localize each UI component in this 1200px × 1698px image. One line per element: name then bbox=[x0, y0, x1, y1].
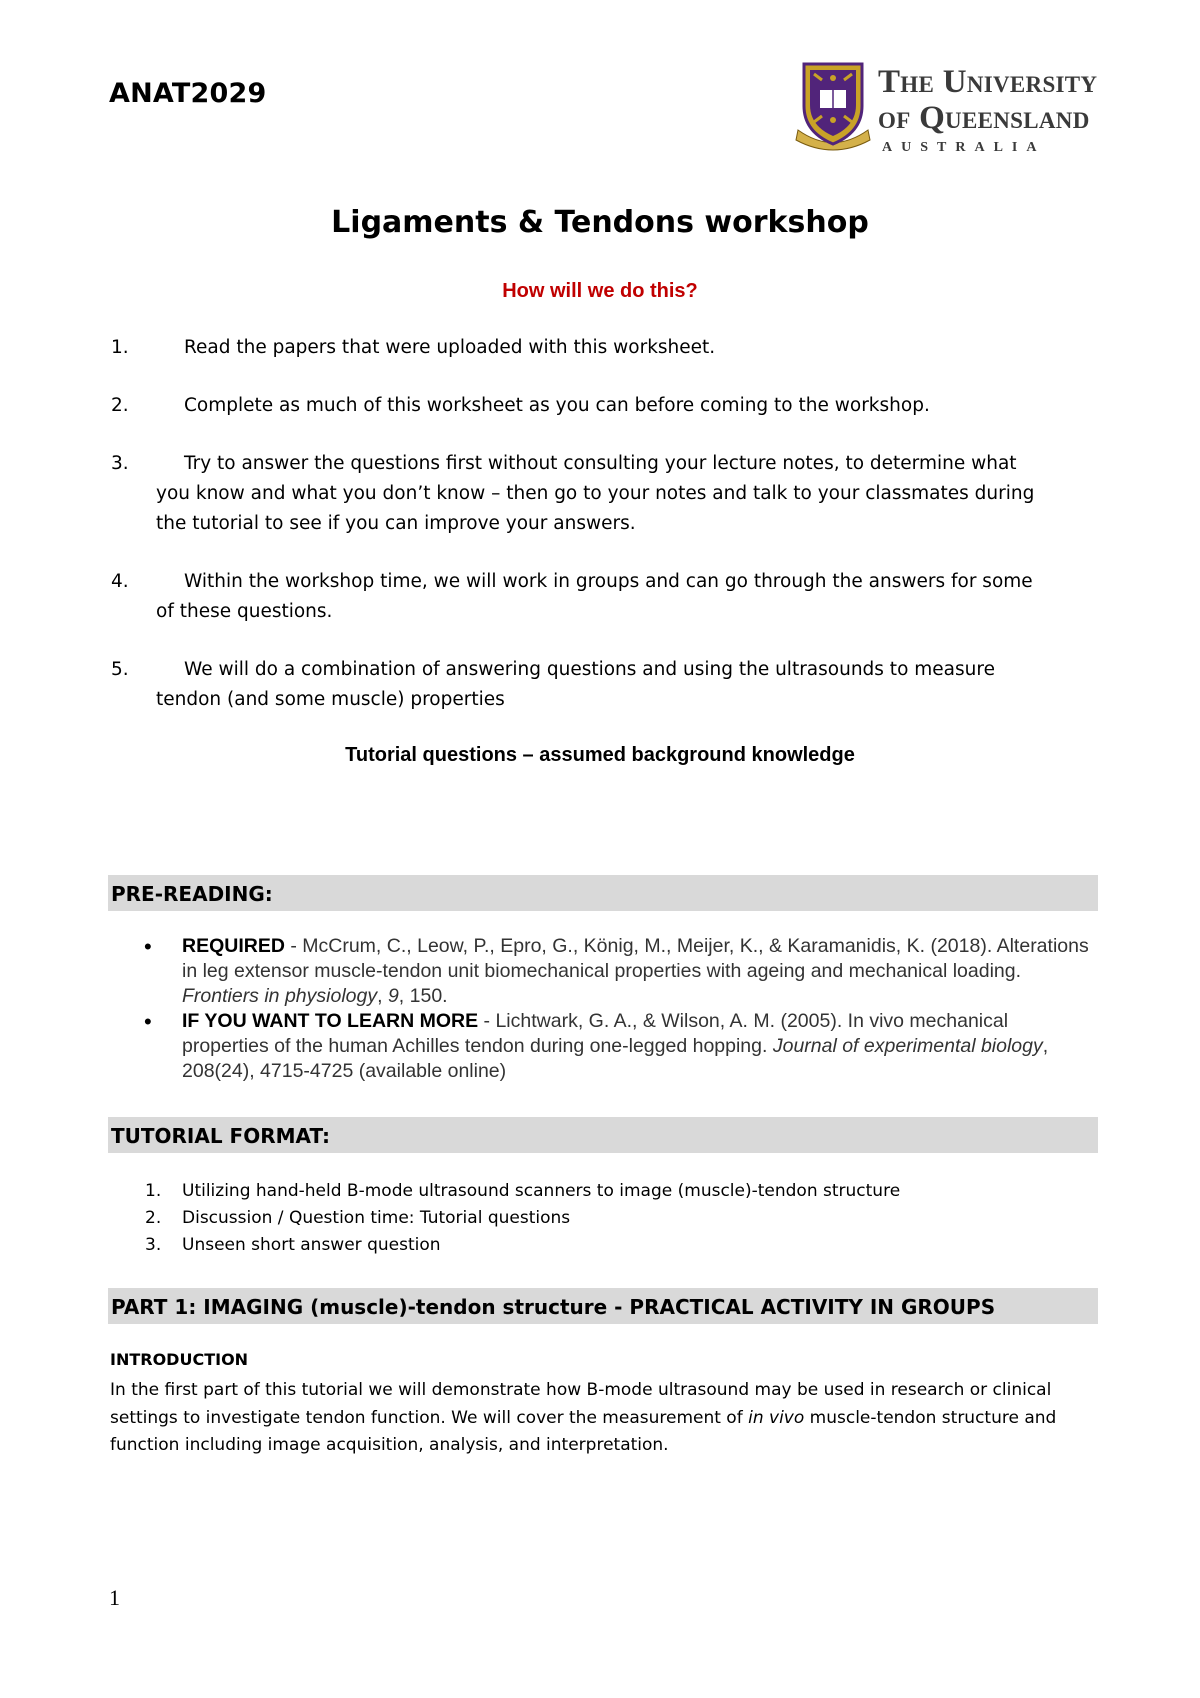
introduction-heading: INTRODUCTION bbox=[110, 1350, 249, 1369]
step-item bbox=[111, 333, 1101, 363]
tutorial-format-list bbox=[145, 1178, 900, 1259]
step-text-line: the tutorial to see if you can improve your answers. bbox=[156, 513, 636, 534]
format-text: Utilizing hand-held B-mode ultrasound scanners to image (muscle)-tendon structure bbox=[182, 1181, 901, 1201]
university-wordmark bbox=[878, 64, 1097, 156]
logo-line-2: of Queensland bbox=[878, 100, 1090, 136]
step-number: 5. bbox=[111, 659, 129, 680]
format-text: Discussion / Question time: Tutorial questions bbox=[182, 1208, 571, 1228]
reference-text: - McCrum, C., Leow, P., Epro, G., König, M., Meijer, K., & Karamanidis, K. (2018). Alterations in leg extensor muscle-tendon unit biomechanical properties with ageing and mechanical loading. bbox=[182, 935, 1089, 982]
reference-label: IF YOU WANT TO LEARN MORE bbox=[182, 1010, 479, 1032]
step-number: 4. bbox=[111, 571, 129, 592]
format-item bbox=[145, 1232, 900, 1259]
tutorial-format-heading: TUTORIAL FORMAT: bbox=[108, 1117, 1098, 1153]
step-text: We will do a combination of answering questions and using the ultrasounds to measure bbox=[184, 659, 995, 680]
bullet-icon: • bbox=[144, 1009, 152, 1034]
reference-tail: , 150. bbox=[398, 985, 448, 1007]
step-number: 3. bbox=[111, 453, 129, 474]
step-text-line: of these questions. bbox=[156, 601, 333, 622]
reference-volume: 9 bbox=[387, 985, 399, 1007]
step-text-line: you know and what you don’t know – then go to your notes and talk to your classmates during bbox=[156, 483, 1035, 504]
reference-journal: Frontiers in physiology bbox=[182, 985, 378, 1007]
step-text: Within the workshop time, we will work in groups and can go through the answers for some bbox=[184, 571, 1033, 592]
reference-tail: , 208(24), 4715-4725 (available online) bbox=[182, 1035, 1049, 1082]
format-text: Unseen short answer question bbox=[182, 1235, 441, 1255]
step-text: Read the papers that were uploaded with this worksheet. bbox=[184, 337, 716, 358]
prereading-heading: PRE-READING: bbox=[108, 875, 1098, 911]
format-number: 3. bbox=[145, 1235, 162, 1255]
reference-item bbox=[140, 1009, 1090, 1084]
steps-list bbox=[111, 333, 1101, 743]
step-text: Complete as much of this worksheet as you can before coming to the workshop. bbox=[184, 395, 930, 416]
introduction-body bbox=[110, 1377, 1070, 1460]
step-item bbox=[111, 655, 1101, 715]
step-item bbox=[111, 567, 1101, 627]
step-number: 1. bbox=[111, 337, 129, 358]
intro-text-end: muscle-tendon structure and function including image acquisition, analysis, and interpretation. bbox=[110, 1407, 1057, 1455]
intro-text: In the first part of this tutorial we will demonstrate how B-mode ultrasound may be used in research or clinical settings to investigate tendon function. We will cover the measurement of bbox=[110, 1380, 1052, 1428]
reference-journal: Journal of experimental biology bbox=[772, 1035, 1043, 1057]
page-number: 1 bbox=[109, 1585, 120, 1610]
part1-heading: PART 1: IMAGING (muscle)-tendon structure - PRACTICAL ACTIVITY IN GROUPS bbox=[108, 1288, 1098, 1324]
document-subtitle: How will we do this? bbox=[502, 280, 698, 302]
prereading-list bbox=[140, 934, 1090, 1084]
university-crest-icon bbox=[790, 60, 876, 152]
bullet-icon: • bbox=[144, 934, 152, 959]
step-number: 2. bbox=[111, 395, 129, 416]
intro-italic: in vivo bbox=[748, 1407, 805, 1428]
document-title: Ligaments & Tendons workshop bbox=[331, 205, 869, 240]
step-text-line: tendon (and some muscle) properties bbox=[156, 689, 505, 710]
logo-line-3: AUSTRALIA bbox=[882, 140, 1046, 155]
university-logo bbox=[790, 60, 1120, 160]
format-number: 2. bbox=[145, 1208, 162, 1228]
format-item bbox=[145, 1205, 900, 1232]
course-code: ANAT2029 bbox=[109, 78, 267, 109]
logo-line-1: The University bbox=[878, 64, 1098, 100]
reference-text: - Lichtwark, G. A., & Wilson, A. M. (2005). In vivo mechanical properties of the human Achilles tendon during one-legged hopping. bbox=[182, 1010, 1009, 1057]
format-item bbox=[145, 1178, 900, 1205]
reference-separator: , bbox=[377, 985, 388, 1007]
step-item bbox=[111, 391, 1101, 421]
step-item bbox=[111, 449, 1101, 539]
format-number: 1. bbox=[145, 1181, 162, 1201]
tutorial-questions-heading: Tutorial questions – assumed background knowledge bbox=[345, 744, 855, 766]
reference-item bbox=[140, 934, 1090, 1009]
step-text: Try to answer the questions first without consulting your lecture notes, to determine what bbox=[184, 453, 1017, 474]
reference-label: REQUIRED bbox=[182, 935, 285, 957]
